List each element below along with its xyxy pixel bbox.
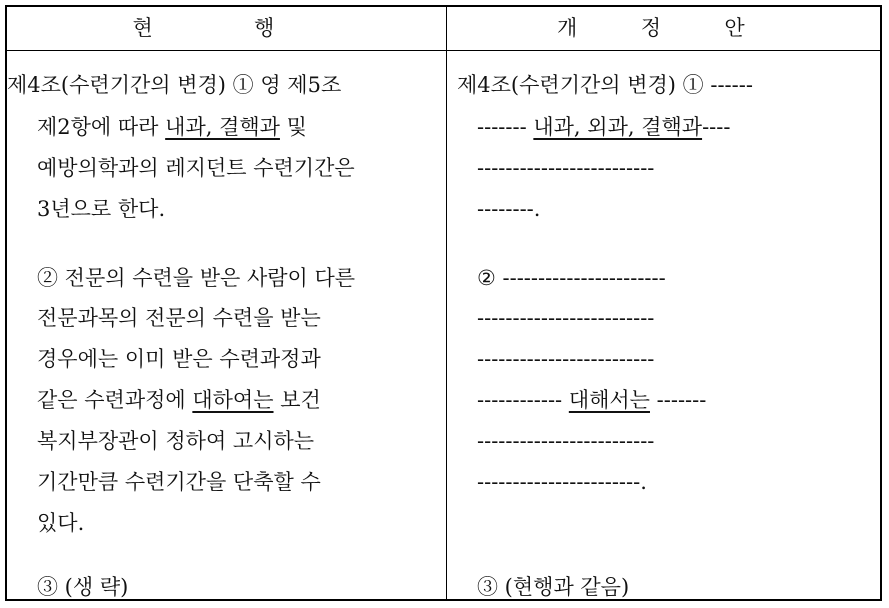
current-art4-line3: 예방의학과의 레지던트 수련기간은 (37, 156, 355, 180)
proposed-column (447, 51, 884, 599)
text-segment: 보건 (273, 388, 321, 412)
proposed-art4-line3: ------------------------- (477, 156, 655, 180)
proposed-art4-line2 (477, 107, 730, 147)
underlined-amended-text: 내과, 결핵과 (165, 115, 280, 139)
proposed-p2-line4 (477, 380, 706, 420)
current-p2-line5: 복지부장관이 정하여 고시하는 (37, 429, 315, 453)
proposed-p2-line5: ------------------------- (477, 429, 655, 453)
underlined-amended-text: 내과, 외과, 결핵과 (533, 115, 703, 139)
underlined-amended-text: 대하여는 (192, 388, 274, 412)
amendment-comparison-table (5, 5, 882, 601)
current-p2-line3: 경우에는 이미 받은 수련과정과 (37, 347, 321, 371)
current-column (7, 51, 446, 599)
current-p2-line2: 전문과목의 전문의 수련을 받는 (37, 306, 321, 330)
header-current: 현 행 (132, 16, 321, 40)
current-art4-line4: 3년으로 한다. (37, 197, 166, 221)
current-p3: ③ (생 략) (37, 575, 129, 599)
proposed-p2-line2: ------------------------- (477, 306, 655, 330)
proposed-p2-line1: ② ----------------------- (477, 266, 666, 290)
current-art4-line1: 제4조(수련기간의 변경) ① 영 제5조 (7, 73, 342, 97)
text-segment: ------- (649, 388, 707, 412)
text-segment: ---- (702, 115, 731, 139)
proposed-art4-line1: 제4조(수련기간의 변경) ① ------ (457, 73, 753, 97)
proposed-art4-line4: --------. (477, 197, 541, 221)
underlined-amended-text: 대해서는 (568, 388, 650, 412)
text-segment: 같은 수련과정에 (37, 388, 193, 412)
current-art4-line2 (37, 107, 307, 147)
proposed-p2-line6: -----------------------. (477, 470, 647, 494)
proposed-p3: ③ (현행과 같음) (477, 575, 630, 599)
current-p2-line4 (37, 380, 321, 420)
text-segment: ------- (477, 115, 534, 139)
table-header-row (7, 7, 880, 51)
current-p2-line6: 기간만큼 수련기간을 단축할 수 (37, 470, 321, 494)
header-proposed: 개 정 안 (557, 16, 772, 40)
text-segment: ------------ (477, 388, 569, 412)
proposed-p2-line3: ------------------------- (477, 347, 655, 371)
text-segment: 및 (279, 115, 307, 139)
current-p2-line1: ② 전문의 수련을 받은 사람이 다른 (37, 266, 356, 290)
current-p2-line7: 있다. (37, 511, 85, 535)
text-segment: 제2항에 따라 (37, 115, 166, 139)
